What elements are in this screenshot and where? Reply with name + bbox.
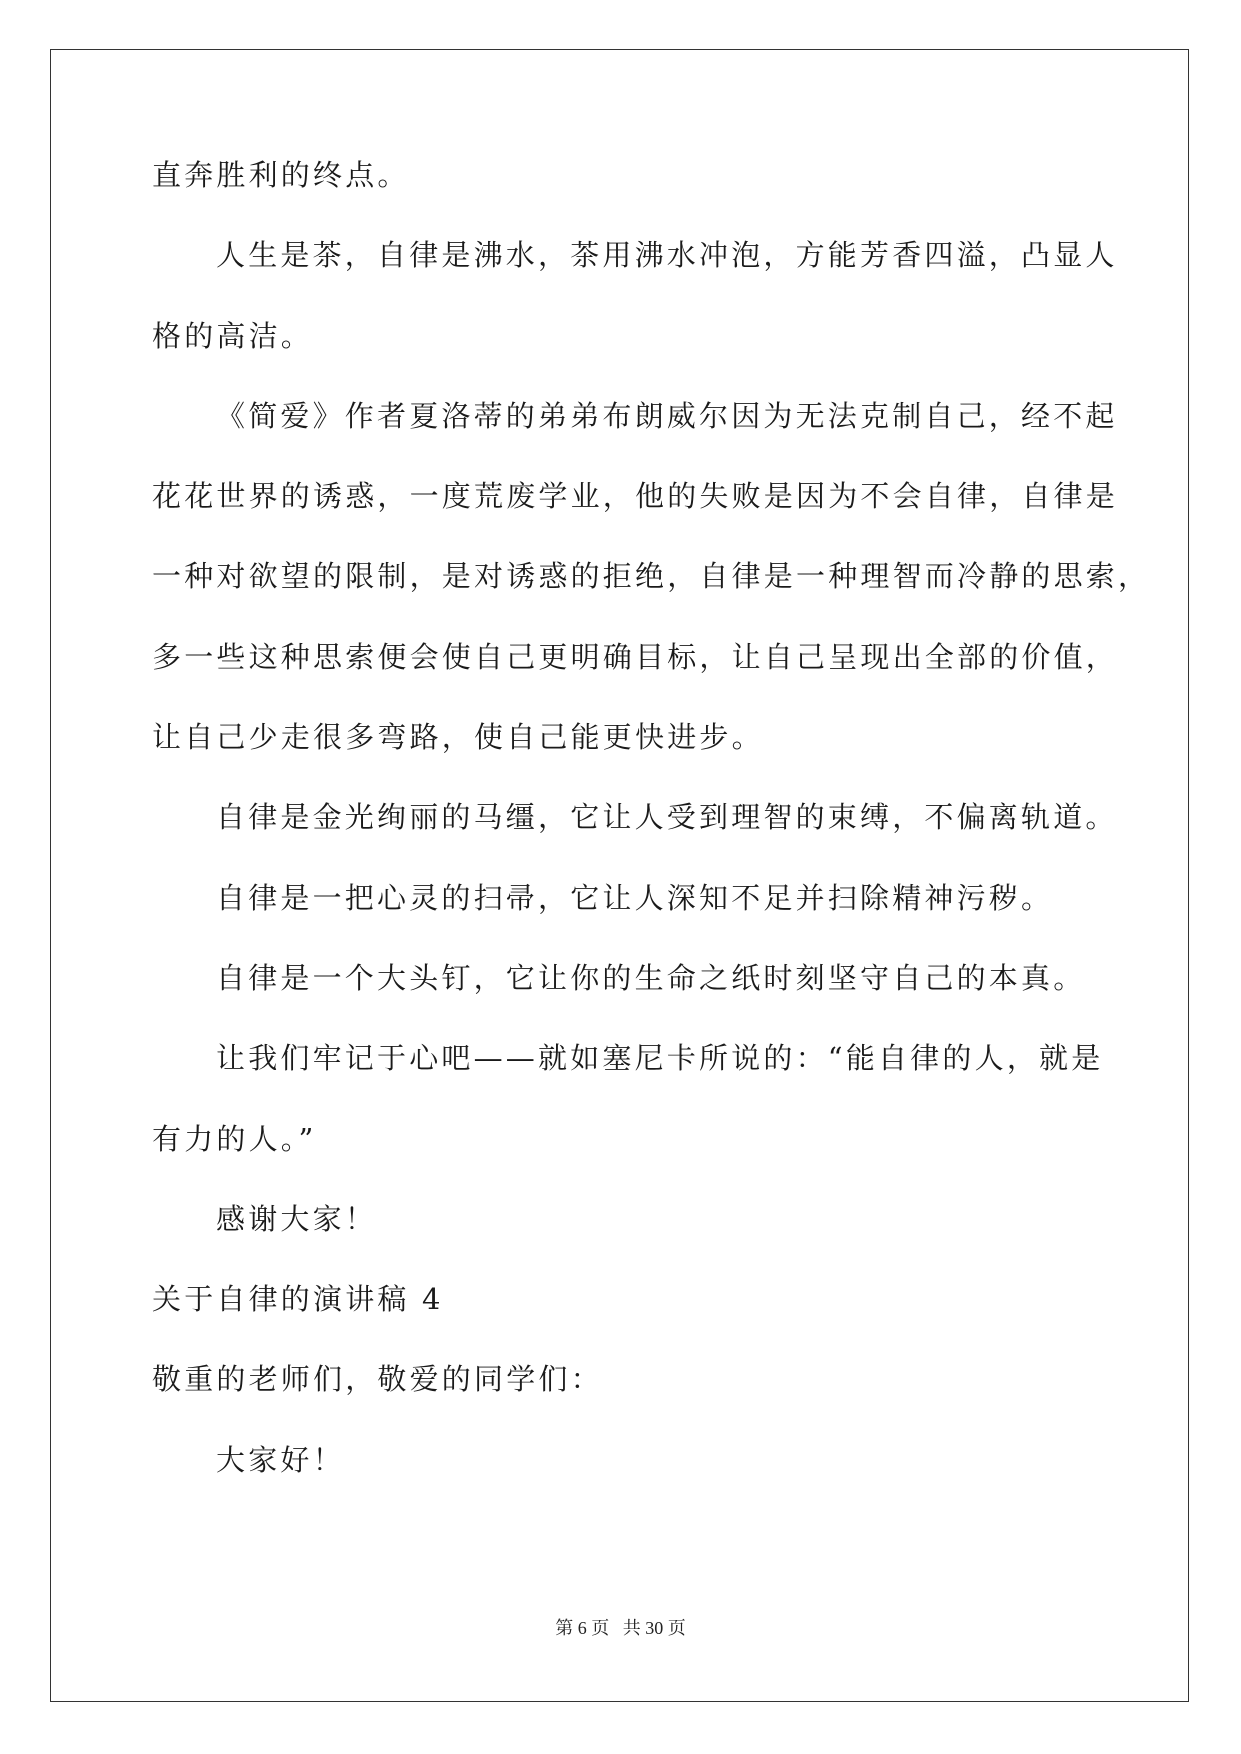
paragraph-line: 花花世界的诱惑，一度荒废学业，他的失败是因为不会自律，自律是 <box>152 479 1119 513</box>
paragraph-line: 让我们牢记于心吧——就如塞尼卡所说的：“能自律的人，就是 <box>216 1041 1104 1075</box>
paragraph-line: 《简爱》作者夏洛蒂的弟弟布朗威尔因为无法克制自己，经不起 <box>216 399 1118 433</box>
paragraph-line: 一种对欲望的限制，是对诱惑的拒绝，自律是一种理智而冷静的思索， <box>152 559 1151 593</box>
paragraph-line: 自律是一个大头钉，它让你的生命之纸时刻坚守自己的本真。 <box>216 961 1086 995</box>
page-number: 第 6 页 <box>555 1618 610 1638</box>
page-footer <box>0 1617 1241 1639</box>
paragraph-line: 人生是茶，自律是沸水，茶用沸水冲泡，方能芳香四溢，凸显人 <box>216 238 1118 272</box>
paragraph-line: 让自己少走很多弯路，使自己能更快进步。 <box>152 720 764 754</box>
paragraph-line: 多一些这种思索便会使自己更明确目标，让自己呈现出全部的价值， <box>152 640 1119 674</box>
salutation-line: 敬重的老师们，敬爱的同学们： <box>152 1362 603 1396</box>
paragraph-line: 自律是金光绚丽的马缰，它让人受到理智的束缚，不偏离轨道。 <box>216 800 1118 834</box>
paragraph-line: 有力的人。” <box>152 1122 317 1156</box>
paragraph-line: 感谢大家！ <box>216 1202 378 1236</box>
page-total: 共 30 页 <box>622 1618 686 1638</box>
paragraph-line: 自律是一把心灵的扫帚，它让人深知不足并扫除精神污秽。 <box>216 881 1054 915</box>
greeting-line: 大家好！ <box>216 1443 345 1477</box>
paragraph-line: 格的高洁。 <box>152 319 314 353</box>
paragraph-line: 直奔胜利的终点。 <box>152 158 410 192</box>
section-heading: 关于自律的演讲稿 4 <box>152 1282 444 1316</box>
